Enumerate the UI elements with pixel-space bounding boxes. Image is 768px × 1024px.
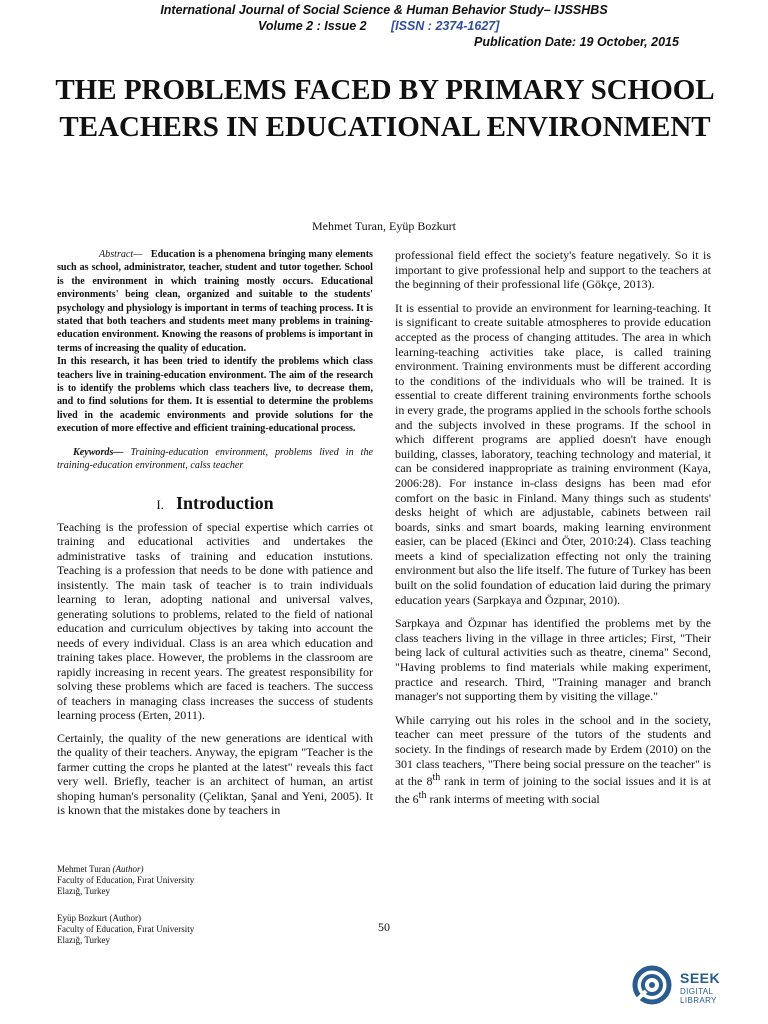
keywords-lead: Keywords— xyxy=(73,446,124,458)
superscript-th-1: th xyxy=(432,772,441,784)
section-heading xyxy=(57,493,373,514)
seek-logo xyxy=(632,965,752,1005)
abstract-paragraph-1: Education is a phenomena bringing many elements such as school, administrator, teacher, student and tutor together. School is the environment in which training mostly occurs. Educational environments' being clean, organized and suitable to the students' psychology and physiology is important in terms of teaching process. It is stated that both teachers and students meet many problems in training-education environment. Knowing the reasons of problems is important in terms of increasing the quality of education. xyxy=(57,249,373,354)
right-column xyxy=(395,248,711,815)
section-title: Introduction xyxy=(175,492,274,513)
section-number: I. xyxy=(156,496,164,512)
right-paragraph-4-part-3: rank interms of meeting with social xyxy=(426,791,600,806)
abstract-lead: Abstract— xyxy=(99,249,143,260)
issn: [ISSN : 2374-1627] xyxy=(391,19,500,33)
volume-issue: Volume 2 : Issue 2 xyxy=(258,19,367,33)
left-column xyxy=(57,248,373,826)
authors: Mehmet Turan, Eyüp Bozkurt xyxy=(312,219,456,233)
right-paragraph-3: Sarpkaya and Özpınar has identified the problems met by the class teachers living in the village in three articles; First, "Their being lack of cultural activities such as theatre, cinema" Second, "Having problems to find materials while making experiment, practice and research. Third, "Training manager and branch manager's not supporting them by visiting the village." xyxy=(395,616,711,704)
right-paragraph-4-part-1: While carrying out his roles in the school and in the society, teacher can meet pressure of the tutors of the students and society. In the findings of research made by Erdem (2010) on the 301 class teachers, "There being social pressure on the teacher" is at the 8 xyxy=(395,712,711,789)
paper-title: THE PROBLEMS FACED BY PRIMARY SCHOOL TEACHERS IN EDUCATIONAL ENVIRONMENT xyxy=(55,74,715,143)
affiliation-2-name: Eyüp Bozkurt (Author) xyxy=(57,913,141,923)
superscript-th-2: th xyxy=(418,789,427,801)
affiliation-1-name: Mehmet Turan xyxy=(57,864,111,874)
affiliation-1-faculty: Faculty of Education, Fırat University xyxy=(57,875,195,885)
keywords xyxy=(57,446,373,473)
intro-paragraph-1: Teaching is the profession of special expertise which carries ot training and educational activities and undertakes the administrative tasks of training and education instutions. Teaching is a profession that needs to be done with patience and insistently. The main task of teacher is to train individuals learning to leran, adopting national and universal valves, generating solutions to problems, related to the field of national education and curriculum objectives by taking into account the needs of every individual. Class is an area which education and training takes place. However, the problems in the classroom are rapidly increasing in recent years. The greatest responsibility for solving these problems which are faced is teachers. The success of teachers in managing class increases the success of students learning process (Erten, 2011). xyxy=(57,519,373,722)
publication-date: Publication Date: 19 October, 2015 xyxy=(474,35,679,49)
keywords-text: Training-education environment, problems lived in the training-education environment, calss teacher xyxy=(57,446,373,472)
affiliation-1-city: Elazığ, Turkey xyxy=(57,886,110,896)
right-paragraph-4-part-2: rank in term of joining to the social issues and it is at the 6 xyxy=(395,774,711,806)
right-paragraph-4 xyxy=(395,713,711,807)
affiliation-2-city: Elazığ, Turkey xyxy=(57,935,110,945)
abstract xyxy=(57,248,373,436)
author-affiliation-1 xyxy=(57,864,194,897)
intro-paragraph-2: Certainly, the quality of the new generations are identical with the quality of their teachers. Anyway, the epigram "Teacher is the farmer cutting the crops he planted at the latest" reveals this fact very well. Briefly, teacher is an architect of human, an artist shoping human's personality (Çeliktan, Şanal and Yeni, 2005). It is known that the mistakes done by teachers in xyxy=(57,730,373,817)
seek-logo-name: SEEK xyxy=(680,970,721,986)
journal-name: International Journal of Social Science & Human Behavior Study– IJSSHBS xyxy=(160,3,608,17)
affiliation-1-role: (Author) xyxy=(112,864,144,874)
affiliation-1-name-line xyxy=(57,864,194,875)
right-paragraph-2: It is essential to provide an environment for learning-teaching. It is significant to create suitable atmospheres to provide education accepted as the process of changing attitudes. The area in which learning-teaching activities take place, is called training environment. Training environments must be different according to the conditions of the individuals who will be trained. It is essential to create different training environments forthe schools in every grade, the programs applied in the schools forthe schools and the subjects involved in these programs. If the school in which different programs are applied doesn't have enough building, classes, laboratory, teaching technology and material, it can be considered inappropriate as training environment (Kaya, 2006:28). For instance in-class designs has been mad efor comfort on the basic in Finland. Many things such as students' desks height of which are adjustable, cabinets between rail boards, sinks and smart boards, making learning environment easier, can be placed (Ekinci and Öter, 2010:24). Class teaching meets a kind of specialization effecting not only the training environment but also the life itself. The future of Turkey has been built on the solid foundation of education laid during the primary education years (Sarpkaya and Özpınar, 2010). xyxy=(395,300,711,607)
seek-logo-subtitle: DIGITAL LIBRARY xyxy=(680,987,717,1005)
abstract-paragraph-2: In this research, it has been tried to identify the problems which class teachers live in training-education environment. The aim of the research is to identify the problems which class teachers live, to decrease them, and to find solutions for them. It is essential to determine the problems lived in the academic environments and provide solutions for the execution of more effective and efficient training-educational process. xyxy=(57,356,373,435)
page-number: 50 xyxy=(378,920,390,934)
seek-logo-icon xyxy=(632,965,672,1005)
right-paragraph-1: professional field effect the society's feature negatively. So it is important to give professional help and support to the teachers at the beginning of their professional life (Gökçe, 2013). xyxy=(395,248,711,292)
affiliation-2-faculty: Faculty of Education, Fırat University xyxy=(57,924,195,934)
